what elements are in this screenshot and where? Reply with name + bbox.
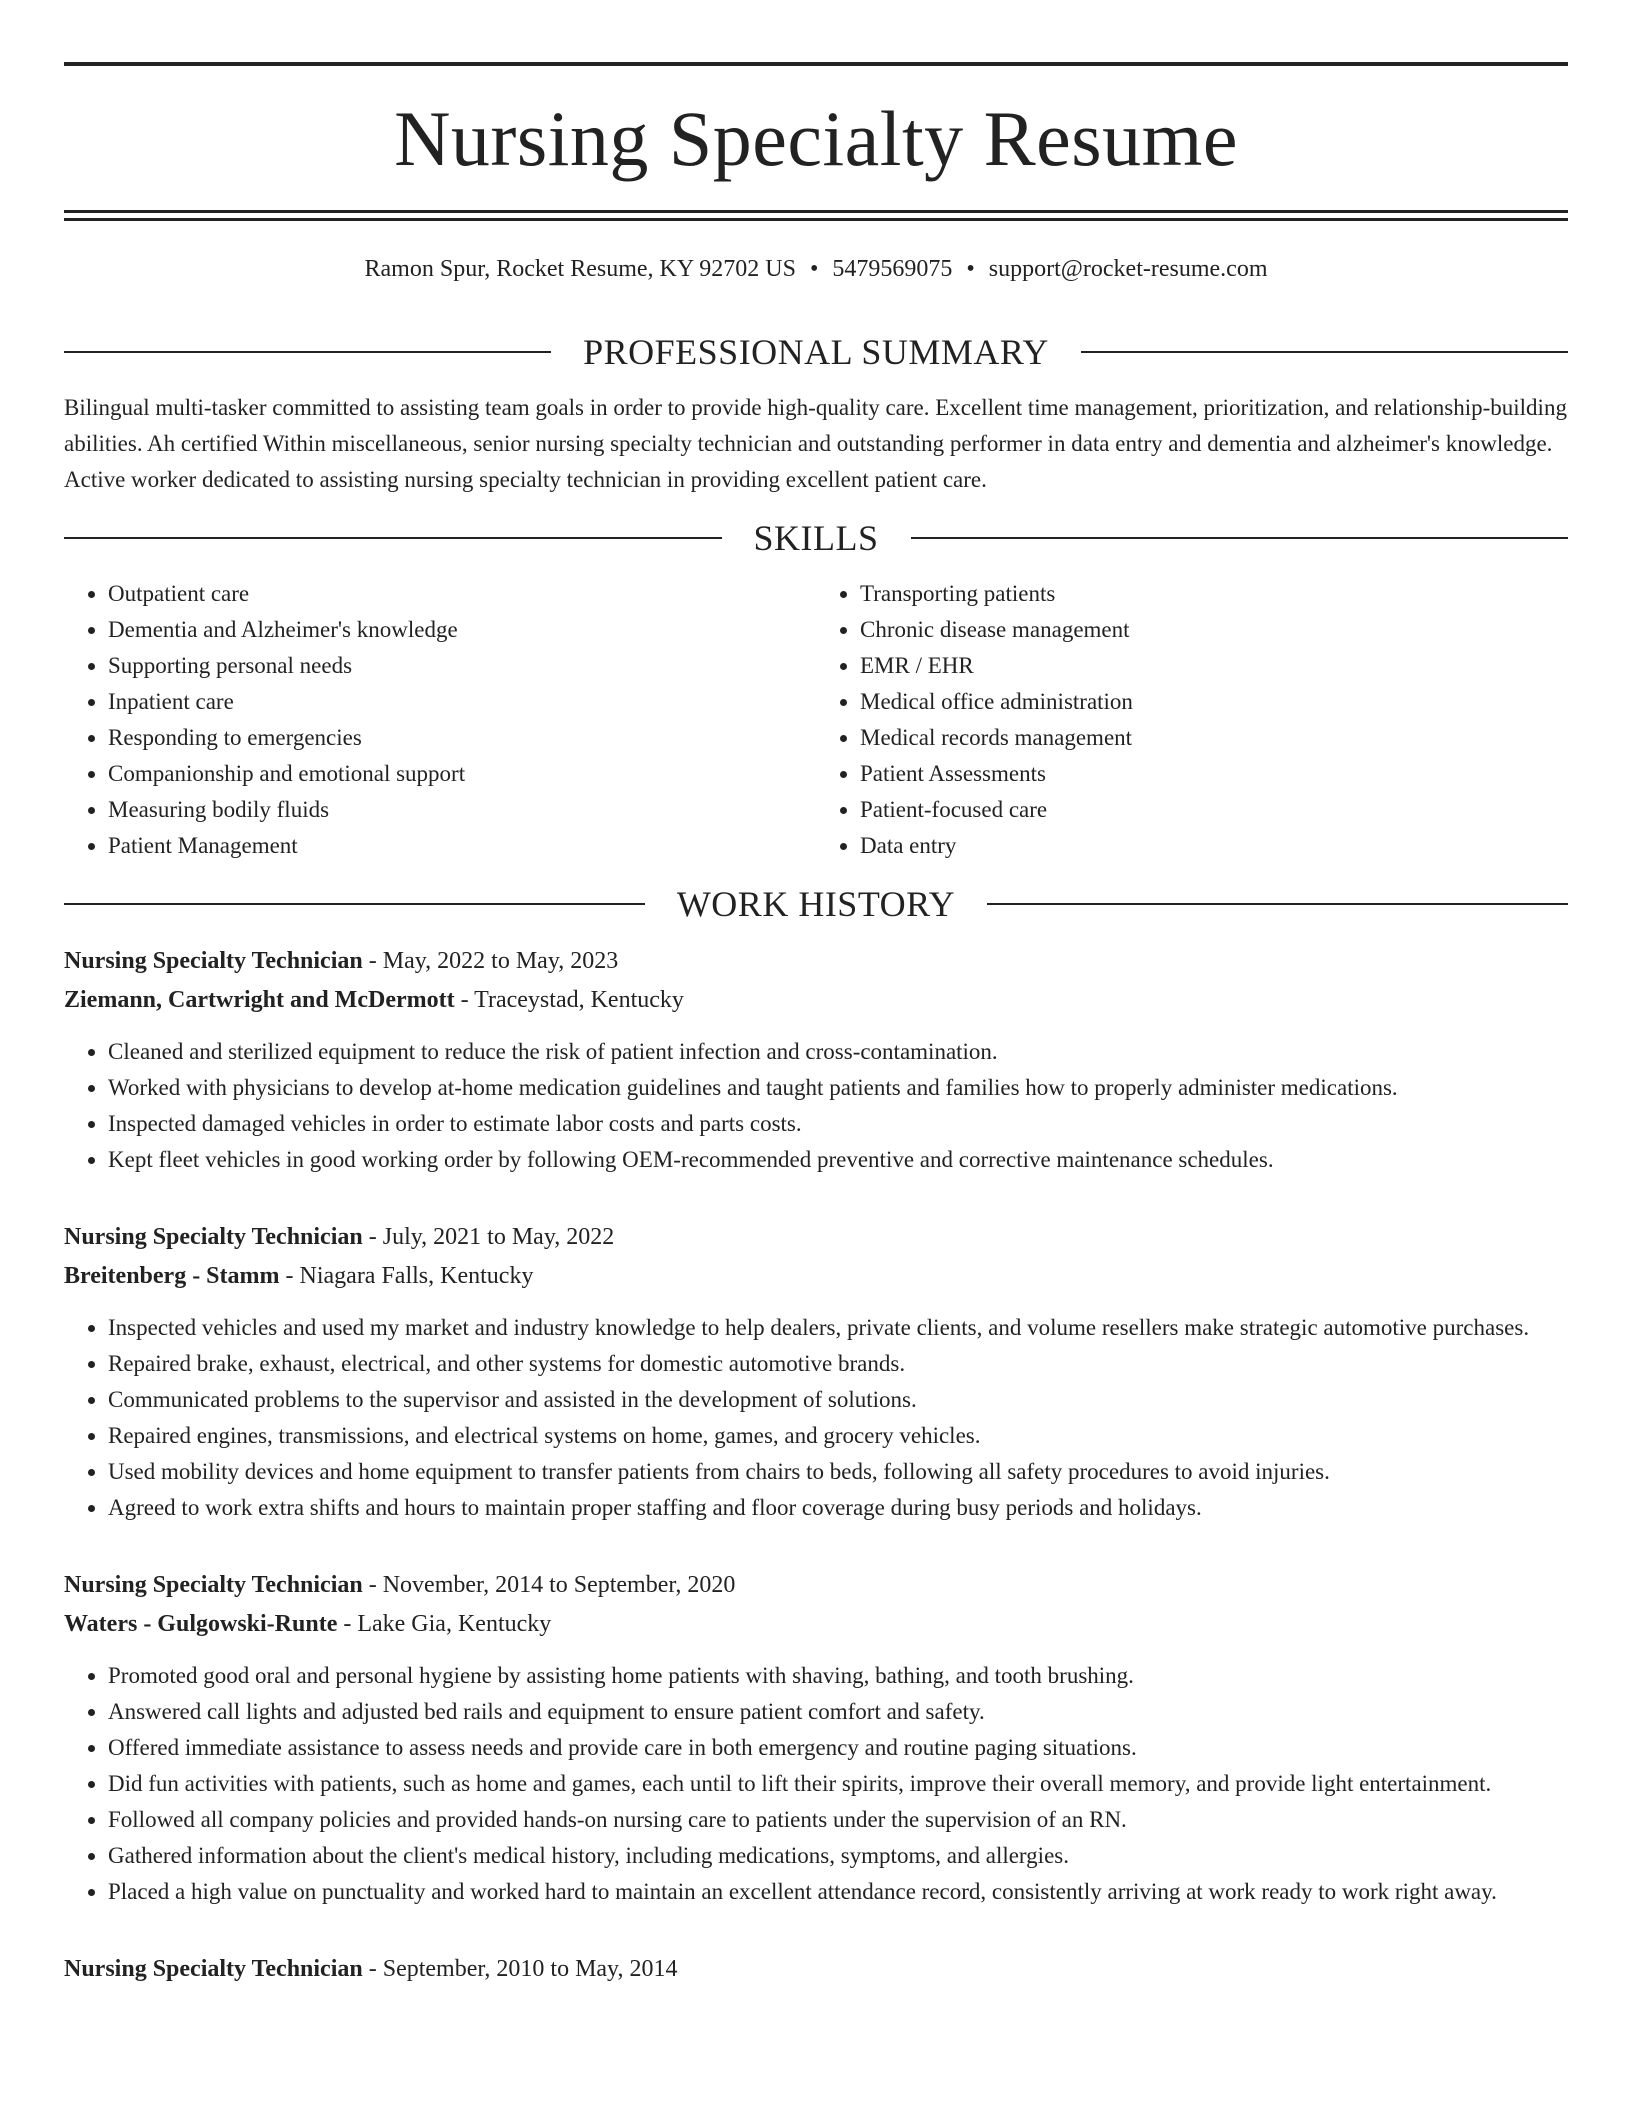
skill-item: • Responding to emergencies xyxy=(108,720,816,756)
job-bullet: • Kept fleet vehicles in good working order by following OEM-recommended preventive and corrective maintenance schedules. xyxy=(108,1142,1568,1178)
job-bullet: • Answered call lights and adjusted bed rails and equipment to ensure patient comfort and safety. xyxy=(108,1694,1568,1730)
contact-email: support@rocket-resume.com xyxy=(988,256,1268,282)
skills-list-left xyxy=(64,576,816,864)
job-bullet: • Did fun activities with patients, such as home and games, each until to lift their spirits, improve their overall memory, and provide light entertainment. xyxy=(108,1766,1568,1802)
skill-item: • Medical office administration xyxy=(860,684,1568,720)
skill-item: • Supporting personal needs xyxy=(108,648,816,684)
contact-phone: 5479569075 xyxy=(832,256,953,282)
job-title-line xyxy=(64,1218,1568,1257)
job-bullet: • Repaired engines, transmissions, and electrical systems on home, games, and grocery vehicles. xyxy=(108,1418,1568,1454)
job-dates: - September, 2010 to May, 2014 xyxy=(362,1955,678,1982)
job-title-line xyxy=(64,942,1568,981)
skills-heading-label: SKILLS xyxy=(753,517,879,558)
heading-rule-right xyxy=(987,903,1568,905)
job-title: Nursing Specialty Technician xyxy=(64,1223,363,1250)
job-bullets xyxy=(64,1034,1568,1178)
job-entry xyxy=(64,1218,1568,1526)
job-company-line xyxy=(64,1257,1568,1296)
job-dates: - July, 2021 to May, 2022 xyxy=(362,1223,615,1250)
job-bullet: • Promoted good oral and personal hygiene by assisting home patients with shaving, bathing, and tooth brushing. xyxy=(108,1658,1568,1694)
heading-rule-left xyxy=(64,537,722,539)
title-double-rule xyxy=(64,210,1568,221)
skills-columns xyxy=(64,576,1568,864)
skills-list-right xyxy=(816,576,1568,864)
job-company-line xyxy=(64,981,1568,1020)
resume-title: Nursing Specialty Resume xyxy=(394,95,1238,182)
top-rule xyxy=(64,62,1568,66)
job-company: Waters - Gulgowski-Runte xyxy=(64,1610,338,1637)
job-bullet: • Repaired brake, exhaust, electrical, and other systems for domestic automotive brands. xyxy=(108,1346,1568,1382)
heading-rule-left xyxy=(64,351,551,353)
job-title-line xyxy=(64,1566,1568,1605)
job-bullet: • Offered immediate assistance to assess needs and provide care in both emergency and routine paging situations. xyxy=(108,1730,1568,1766)
job-title: Nursing Specialty Technician xyxy=(64,1571,363,1598)
job-bullets xyxy=(64,1310,1568,1526)
summary-heading xyxy=(64,331,1568,372)
summary-heading-label: PROFESSIONAL SUMMARY xyxy=(583,331,1049,372)
job-dates: - November, 2014 to September, 2020 xyxy=(362,1571,736,1598)
skill-item: • Patient Assessments xyxy=(860,756,1568,792)
job-bullet: • Inspected vehicles and used my market and industry knowledge to help dealers, private clients, and volume resellers make strategic automotive purchases. xyxy=(108,1310,1568,1346)
summary-text: Bilingual multi-tasker committed to assisting team goals in order to provide high-quality care. Excellent time management, prioritization, and relationship-building abilities. Ah certified Within miscellaneous, senior nursing specialty technician and outstanding performer in data entry and dementia and alzheimer's knowledge. Active worker dedicated to assisting nursing specialty technician in providing excellent patient care. xyxy=(64,394,1567,492)
job-bullet: • Agreed to work extra shifts and hours to maintain proper staffing and floor coverage during busy periods and holidays. xyxy=(108,1490,1568,1526)
work-history-heading-label: WORK HISTORY xyxy=(676,883,956,924)
job-title: Nursing Specialty Technician xyxy=(64,947,363,974)
skill-item: • Transporting patients xyxy=(860,576,1568,612)
job-bullet: • Inspected damaged vehicles in order to estimate labor costs and parts costs. xyxy=(108,1106,1568,1142)
skill-item: • Measuring bodily fluids xyxy=(108,792,816,828)
job-entry xyxy=(64,1566,1568,1910)
contact-separator: • xyxy=(966,256,975,282)
heading-rule-right xyxy=(911,537,1569,539)
job-bullet: • Used mobility devices and home equipment to transfer patients from chairs to beds, following all safety procedures to avoid injuries. xyxy=(108,1454,1568,1490)
skill-item: • Companionship and emotional support xyxy=(108,756,816,792)
job-company: Ziemann, Cartwright and McDermott xyxy=(64,986,455,1013)
job-bullet: • Followed all company policies and provided hands-on nursing care to patients under the supervision of an RN. xyxy=(108,1802,1568,1838)
skill-item: • EMR / EHR xyxy=(860,648,1568,684)
job-location: - Lake Gia, Kentucky xyxy=(337,1610,552,1637)
job-company-line xyxy=(64,1605,1568,1644)
skill-item: • Patient-focused care xyxy=(860,792,1568,828)
contact-address: Ramon Spur, Rocket Resume, KY 92702 US xyxy=(364,256,796,282)
skill-item: • Dementia and Alzheimer's knowledge xyxy=(108,612,816,648)
job-bullet: • Placed a high value on punctuality and worked hard to maintain an excellent attendance record, consistently arriving at work ready to work right away. xyxy=(108,1874,1568,1910)
skill-item: • Chronic disease management xyxy=(860,612,1568,648)
contact-separator: • xyxy=(809,256,819,282)
job-title: Nursing Specialty Technician xyxy=(64,1955,363,1982)
job-location: - Traceystad, Kentucky xyxy=(454,986,684,1013)
job-title-line xyxy=(64,1950,1568,1989)
job-entry xyxy=(64,1950,1568,1989)
skills-heading xyxy=(64,517,1568,558)
job-dates: - May, 2022 to May, 2023 xyxy=(362,947,619,974)
job-bullets xyxy=(64,1658,1568,1910)
job-bullet: • Gathered information about the client's medical history, including medications, symptoms, and allergies. xyxy=(108,1838,1568,1874)
skill-item: • Data entry xyxy=(860,828,1568,864)
heading-rule-right xyxy=(1081,351,1568,353)
job-bullet: • Cleaned and sterilized equipment to reduce the risk of patient infection and cross-contamination. xyxy=(108,1034,1568,1070)
skill-item: • Outpatient care xyxy=(108,576,816,612)
job-bullet: • Worked with physicians to develop at-home medication guidelines and taught patients and families how to properly administer medications. xyxy=(108,1070,1568,1106)
skill-item: • Inpatient care xyxy=(108,684,816,720)
job-bullet: • Communicated problems to the supervisor and assisted in the development of solutions. xyxy=(108,1382,1568,1418)
job-location: - Niagara Falls, Kentucky xyxy=(279,1262,534,1289)
contact-line xyxy=(64,255,1568,284)
heading-rule-left xyxy=(64,903,645,905)
work-history-heading xyxy=(64,883,1568,924)
skill-item: • Medical records management xyxy=(860,720,1568,756)
skill-item: • Patient Management xyxy=(108,828,816,864)
job-entry xyxy=(64,942,1568,1178)
job-company: Breitenberg - Stamm xyxy=(64,1262,280,1289)
work-history-list xyxy=(64,942,1568,1989)
